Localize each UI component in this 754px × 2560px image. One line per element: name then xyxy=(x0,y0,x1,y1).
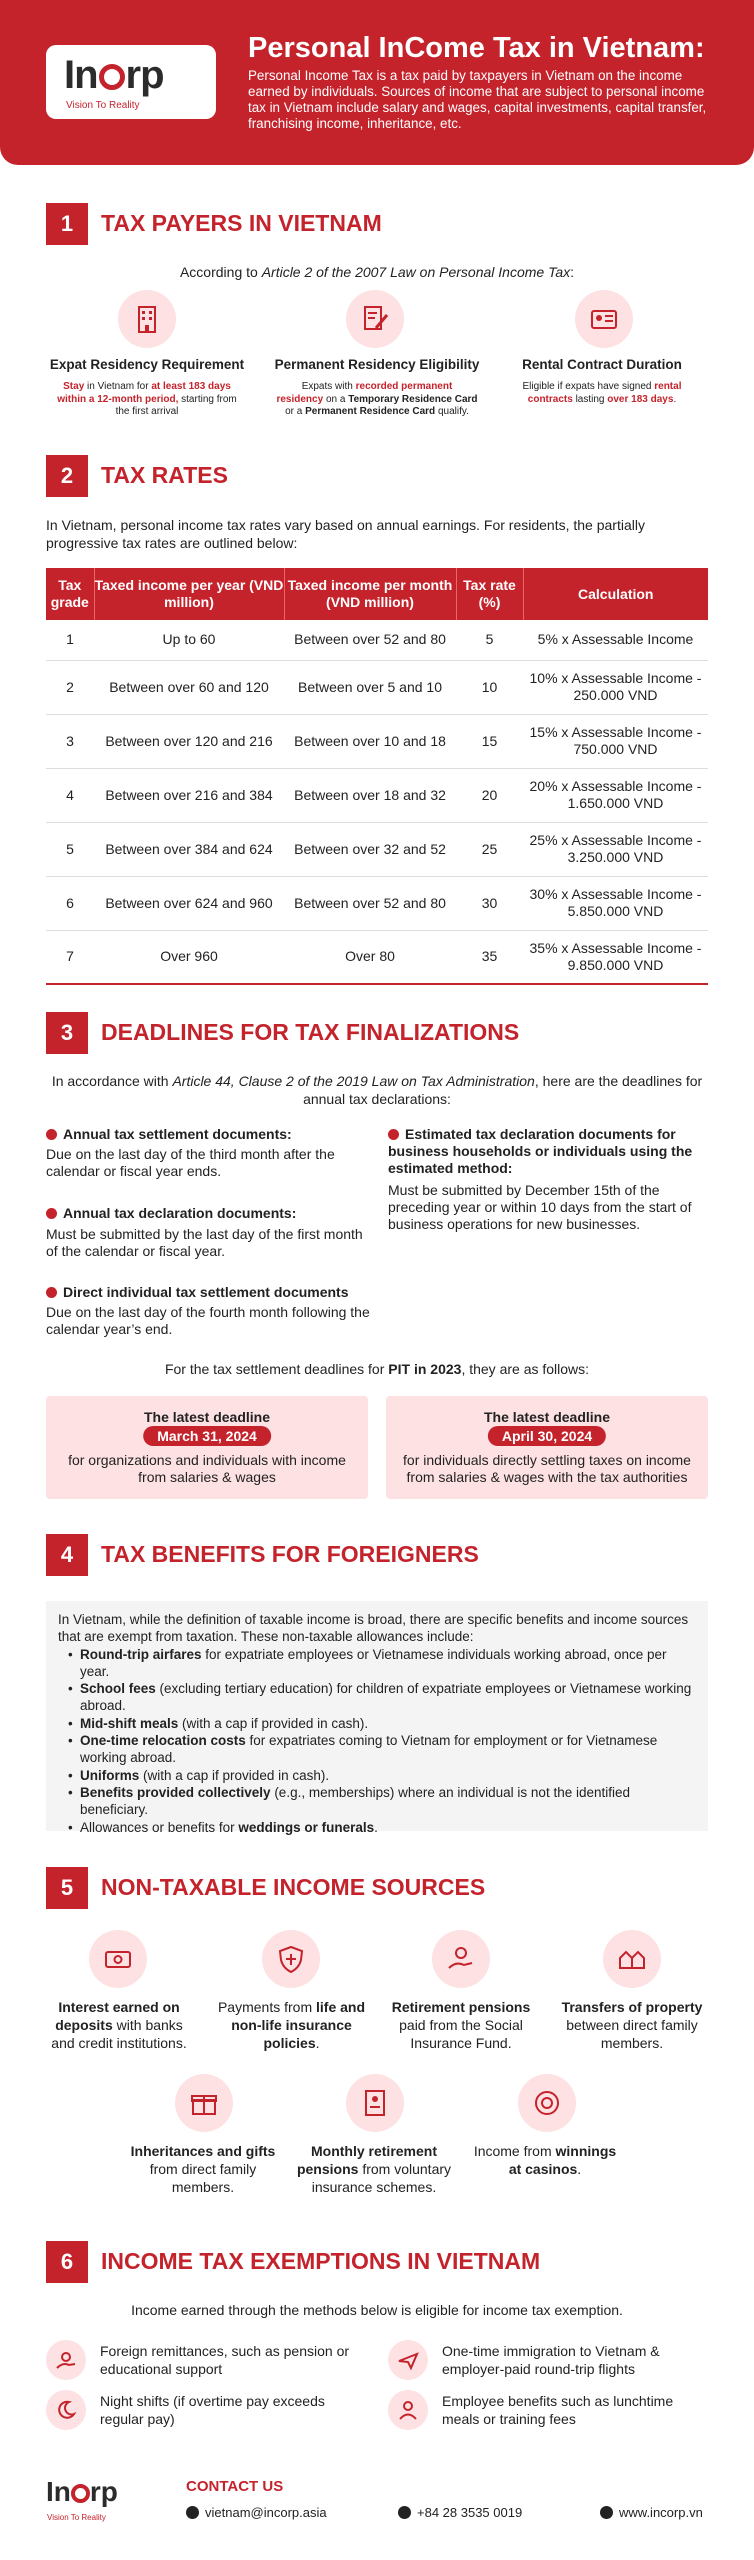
tax-rates-table xyxy=(46,568,708,985)
pension-hand-icon xyxy=(432,1930,490,1988)
exemption-item: Employee benefits such as lunchtime meals or training fees xyxy=(442,2393,674,2427)
section-6-intro: Income earned through the methods below is eligible for income tax exemption. xyxy=(131,2302,623,2318)
id-card-icon xyxy=(575,290,633,348)
exemption-item: Foreign remittances, such as pension or educational support xyxy=(100,2343,350,2377)
deadline-date-badge: March 31, 2024 xyxy=(143,1426,271,1446)
exemption-item: One-time immigration to Vietnam & employer-paid round-trip flights xyxy=(442,2343,660,2377)
table-cell: 5 xyxy=(46,822,94,876)
table-cell: 2 xyxy=(46,660,94,714)
income-source-desc: Transfers of property between direct family members. xyxy=(561,1999,703,2051)
table-cell: 25% x Assessable Income - 3.250.000 VND xyxy=(523,822,708,876)
table-cell: Between over 32 and 52 xyxy=(284,822,456,876)
insurance-shield-icon xyxy=(262,1930,320,1988)
logo-ring-icon xyxy=(71,2484,90,2503)
table-cell: 4 xyxy=(46,768,94,822)
deadline-bullet-desc: Must be submitted by December 15th of the preceding year or within 10 days from the start of business operations for new businesses. xyxy=(388,1182,692,1232)
table-cell: 7 xyxy=(46,930,94,984)
table-row xyxy=(46,930,708,984)
list-item: • School fees (excluding tertiary education) for children of expatriate employees or Vietnamese working abroad. xyxy=(68,1680,696,1715)
section-2-intro: In Vietnam, personal income tax rates vary based on annual earnings. For residents, the partially progressive tax rates are outlined below: xyxy=(46,517,645,551)
exemption-item: Night shifts (if overtime pay exceeds regular pay) xyxy=(100,2393,325,2427)
table-header-row xyxy=(46,568,708,620)
income-source-desc: Monthly retirement pensions from voluntary insurance schemes. xyxy=(296,2143,452,2195)
page-description: Personal Income Tax is a tax paid by taxpayers in Vietnam on the income earned by individuals. Sources of income that are subject to personal income tax in Vietnam include salary and wages, capital investments, capital transfer, franchising income, inheritance, etc. xyxy=(248,68,707,131)
pit-deadline-intro: For the tax settlement deadlines for PIT in 2023, they are as follows: xyxy=(164,1361,590,1377)
table-cell: 15% x Assessable Income - 750.000 VND xyxy=(523,714,708,768)
table-cell: Between over 216 and 384 xyxy=(94,768,284,822)
bullet-dot-icon xyxy=(46,1208,57,1219)
retirement-document-icon xyxy=(346,2074,404,2132)
benefits-intro: In Vietnam, while the definition of taxable income is broad, there are specific benefits and income sources that are exempt from taxation. These non-taxable allowances include: xyxy=(58,1612,689,1645)
table-cell: 3 xyxy=(46,714,94,768)
table-row xyxy=(46,876,708,930)
table-cell: Over 960 xyxy=(94,930,284,984)
section-title: TAX PAYERS IN VIETNAM xyxy=(101,210,382,236)
table-row xyxy=(46,620,708,660)
contact-phone[interactable]: +84 28 3535 0019 xyxy=(398,2505,522,2520)
income-source-desc: Income from winnings at casinos. xyxy=(473,2143,617,2177)
list-item: • One-time relocation costs for expatriates coming to Vietnam for employment or for Vietnamese working abroad. xyxy=(68,1732,696,1767)
deadline-bullet-title: Direct individual tax settlement documents xyxy=(46,1284,376,1301)
table-cell: 20% x Assessable Income - 1.650.000 VND xyxy=(523,768,708,822)
list-item: • Uniforms (with a cap if provided in cash). xyxy=(68,1767,696,1784)
table-cell: Between over 10 and 18 xyxy=(284,714,456,768)
column-header: Calculation xyxy=(523,568,708,620)
remittance-icon xyxy=(46,2340,86,2380)
header-banner xyxy=(0,0,754,165)
table-cell: 20 xyxy=(456,768,523,822)
table-row xyxy=(46,714,708,768)
table-row xyxy=(46,660,708,714)
table-cell: 10 xyxy=(456,660,523,714)
contact-heading: CONTACT US xyxy=(186,2478,284,2495)
income-source-desc: Payments from life and non-life insurance policies. xyxy=(217,1999,366,2051)
building-icon xyxy=(118,290,176,348)
table-cell: Between over 384 and 624 xyxy=(94,822,284,876)
income-source-desc: Inheritances and gifts from direct family members. xyxy=(130,2143,276,2195)
table-cell: 25 xyxy=(456,822,523,876)
table-cell: 10% x Assessable Income - 250.000 VND xyxy=(523,660,708,714)
globe-icon xyxy=(600,2506,613,2519)
table-cell: 35 xyxy=(456,930,523,984)
table-cell: Between over 5 and 10 xyxy=(284,660,456,714)
table-cell: 5% x Assessable Income xyxy=(523,620,708,660)
deadline-bullet-desc: Due on the last day of the fourth month following the calendar year’s end. xyxy=(46,1304,370,1337)
table-cell: 15 xyxy=(456,714,523,768)
table-cell: Between over 52 and 80 xyxy=(284,620,456,660)
table-cell: 30% x Assessable Income - 5.850.000 VND xyxy=(523,876,708,930)
footer-logo[interactable]: In rp xyxy=(46,2476,118,2507)
table-row xyxy=(46,822,708,876)
brand-tagline: Vision To Reality xyxy=(66,100,140,111)
phone-icon xyxy=(398,2506,411,2519)
footer-tagline: Vision To Reality xyxy=(47,2513,106,2522)
column-header: Taxed income per month (VND million) xyxy=(284,568,456,620)
table-cell: Between over 120 and 216 xyxy=(94,714,284,768)
section-title: INCOME TAX EXEMPTIONS IN VIETNAM xyxy=(101,2248,541,2274)
deadline-bullet-title: Estimated tax declaration documents for business households or individuals using the estimated method: xyxy=(388,1126,693,1176)
document-pen-icon xyxy=(346,290,404,348)
payer-card-desc: Stay in Vietnam for at least 183 days within a 12-month period, starting from the first arrival xyxy=(57,381,237,417)
contact-email[interactable]: vietnam@incorp.asia xyxy=(186,2505,327,2520)
table-cell: 6 xyxy=(46,876,94,930)
deadline-bullet-desc: Due on the last day of the third month after the calendar or fiscal year ends. xyxy=(46,1146,335,1179)
column-header: Tax grade xyxy=(46,568,94,620)
table-cell: Between over 60 and 120 xyxy=(94,660,284,714)
table-cell: Up to 60 xyxy=(94,620,284,660)
table-cell: Over 80 xyxy=(284,930,456,984)
table-row xyxy=(46,768,708,822)
section-title: DEADLINES FOR TAX FINALIZATIONS xyxy=(101,1019,520,1045)
list-item: • Round-trip airfares for expatriate employees or Vietnamese individuals working abroad, once per year. xyxy=(68,1646,696,1681)
night-shift-icon xyxy=(46,2390,86,2430)
airplane-icon xyxy=(388,2340,428,2380)
list-item: • Benefits provided collectively (e.g., memberships) where an individual is not the identified beneficiary. xyxy=(68,1784,696,1819)
payer-card-desc: Eligible if expats have signed rental contracts lasting over 183 days. xyxy=(522,381,682,405)
list-item: • Mid-shift meals (with a cap if provided in cash). xyxy=(68,1715,696,1732)
deadline-card: The latest deadline March 31, 2024 for organizations and individuals with income from salaries & wages xyxy=(46,1396,368,1499)
deadline-bullet-desc: Must be submitted by the last day of the first month of the calendar or fiscal year. xyxy=(46,1226,363,1259)
table-cell: Between over 18 and 32 xyxy=(284,768,456,822)
section-title: TAX RATES xyxy=(101,462,228,488)
table-cell: 5 xyxy=(456,620,523,660)
contact-website[interactable]: www.incorp.vn xyxy=(600,2505,703,2520)
gift-box-icon xyxy=(175,2074,233,2132)
bullet-dot-icon xyxy=(46,1287,57,1298)
payer-card-title: Rental Contract Duration xyxy=(522,357,682,372)
bullet-dot-icon xyxy=(388,1129,399,1140)
payer-card-title: Expat Residency Requirement xyxy=(49,357,245,372)
table-cell: 1 xyxy=(46,620,94,660)
section-1-intro: According to Article 2 of the 2007 Law on Personal Income Tax: xyxy=(179,264,575,280)
bank-card-icon xyxy=(89,1930,147,1988)
table-cell: Between over 52 and 80 xyxy=(284,876,456,930)
column-header: Tax rate (%) xyxy=(456,568,523,620)
income-source-desc: Retirement pensions paid from the Social Insurance Fund. xyxy=(391,1999,531,2051)
deadline-bullet-title: Annual tax settlement documents: xyxy=(46,1126,376,1143)
list-item: • Allowances or benefits for weddings or funerals. xyxy=(68,1819,696,1836)
email-icon xyxy=(186,2506,199,2519)
benefits-list xyxy=(58,1646,696,1836)
casino-chip-icon xyxy=(518,2074,576,2132)
table-cell: 35% x Assessable Income - 9.850.000 VND xyxy=(523,930,708,984)
payer-card-title: Permanent Residency Eligibility xyxy=(274,357,480,372)
benefits-panel xyxy=(46,1601,708,1835)
section-3-intro: In accordance with Article 44, Clause 2 of the 2019 Law on Tax Administration, here are the deadlines for annual tax declarations: xyxy=(51,1073,703,1107)
column-header: Taxed income per year (VND million) xyxy=(94,568,284,620)
payer-card-desc: Expats with recorded permanent residency on a Temporary Residence Card or a Permanent Residence Card qualify. xyxy=(276,381,478,417)
deadline-bullet-title: Annual tax declaration documents: xyxy=(46,1205,376,1222)
deadline-card: The latest deadline April 30, 2024 for individuals directly settling taxes on income from salaries & wages with the tax authorities xyxy=(386,1396,708,1499)
page-title: Personal InCome Tax in Vietnam: xyxy=(248,32,705,64)
deadline-date-badge: April 30, 2024 xyxy=(488,1426,606,1446)
section-title: TAX BENEFITS FOR FOREIGNERS xyxy=(101,1541,479,1567)
section-title: NON-TAXABLE INCOME SOURCES xyxy=(101,1874,486,1900)
logo-ring-icon xyxy=(99,64,125,90)
employee-benefits-icon xyxy=(388,2390,428,2430)
income-source-desc: Interest earned on deposits with banks and credit institutions. xyxy=(51,1999,187,2051)
bullet-dot-icon xyxy=(46,1129,57,1140)
table-cell: 30 xyxy=(456,876,523,930)
property-transfer-icon xyxy=(603,1930,661,1988)
table-cell: Between over 624 and 960 xyxy=(94,876,284,930)
brand-logo[interactable]: In rp Vision To Reality xyxy=(46,45,216,119)
